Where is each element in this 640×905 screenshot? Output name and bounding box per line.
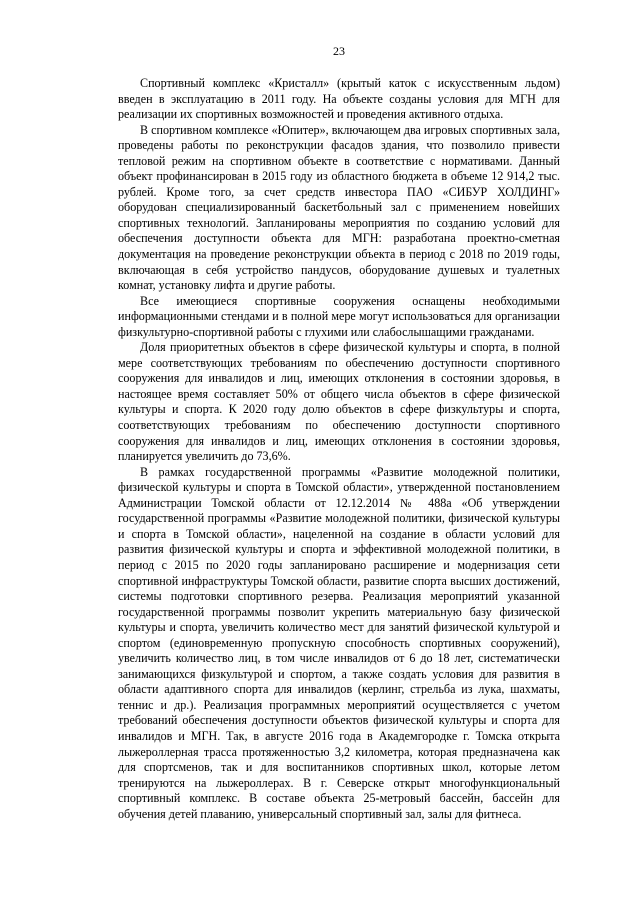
paragraph-accessibility-share: Доля приоритетных объектов в сфере физической культуры и спорта, в полной мере соответствующих требованиям по обеспечению доступности спортивного сооружения для инвалидов и лиц, имеющих отклонения в состоянии здоровья, в настоящее время составляет 50% от общего числа объектов в сфере физической культуры и спорта. К 2020 году долю объектов в сфере физкультуры и спорта, соответствующих требованиям по обеспечению доступности спортивного сооружения для инвалидов и лиц, имеющих отклонения в состоянии здоровья, планируется увеличить до 73,6%. (118, 340, 560, 464)
paragraph-info-stands: Все имеющиеся спортивные сооружения оснащены необходимыми информационными стендами и в полной мере могут использоваться для организации физкультурно-спортивной работы с глухими или слабослышащими гражданами. (118, 293, 560, 339)
paragraph-kristall: Спортивный комплекс «Кристалл» (крытый каток с искусственным льдом) введен в эксплуатацию в 2011 году. На объекте созданы условия для МГН для реализации их спортивных возможностей и проведения активного отдыха. (118, 76, 560, 122)
page-number: 23 (333, 44, 345, 58)
paragraph-yupiter: В спортивном комплексе «Юпитер», включающем два игровых спортивных зала, проведены работы по реконструкции фасадов здания, что позволило привести тепловой режим на спортивном объекте в соответствие с нормативами. Данный объект профинансирован в 2015 году из областного бюджета в объеме 12 914,2 тыс. рублей. Кроме того, за счет средств инвестора ПАО «СИБУР ХОЛДИНГ» оборудован специализированный баскетбольный зал с применением новейших спортивных технологий. Запланированы мероприятия по созданию условий для обеспечения доступности объекта для МГН: разработана проектно-сметная документация на проведение реконструкции объекта в период с 2018 по 2019 годы, включающая в себя устройство пандусов, оборудование душевых и туалетных комнат, установку лифта и другие работы. (118, 122, 560, 293)
paragraph-state-program: В рамках государственной программы «Развитие молодежной политики, физической культуры и спорта в Томской области», утвержденной постановлением Администрации Томской области от 12.12.2014 № 488а «Об утверждении государственной программы «Развитие молодежной политики, физической культуры и спорта в Томской области», нацеленной на создание в области условий для развития физической культуры и спорта и эффективной молодежной политики, в период с 2015 по 2020 годы запланировано расширение и модернизация сети спортивной инфраструктуры Томской области, развитие спорта высших достижений, системы подготовки спортивного резерва. Реализация мероприятий указанной государственной программы позволит укрепить материальную базу физической культуры и спорта, увеличить количество мест для занятий физической культурой и спортом (единовременную пропускную способность спортивных сооружений), увеличить количество лиц, в том числе инвалидов от 6 до 18 лет, систематически занимающихся физкультурой и спортом, а также создать условия для развития в области адаптивного спорта для инвалидов (керлинг, стрельба из лука, шахматы, теннис и др.). Реализация программных мероприятий осуществляется с учетом требований обеспечения доступности объектов физической культуры и спорта для инвалидов и МГН. Так, в августе 2016 года в Академгородке г. Томска открыта лыжероллерная трасса протяженностью 3,2 километра, которая предназначена как для спортсменов, так и для воспитанников спортивных школ, которые летом тренируются на лыжероллерах. В г. Северске открыт многофункциональный спортивный комплекс. В составе объекта 25-метровый бассейн, бассейн для обучения детей плаванию, универсальный спортивный зал, залы для фитнеса. (118, 464, 560, 821)
